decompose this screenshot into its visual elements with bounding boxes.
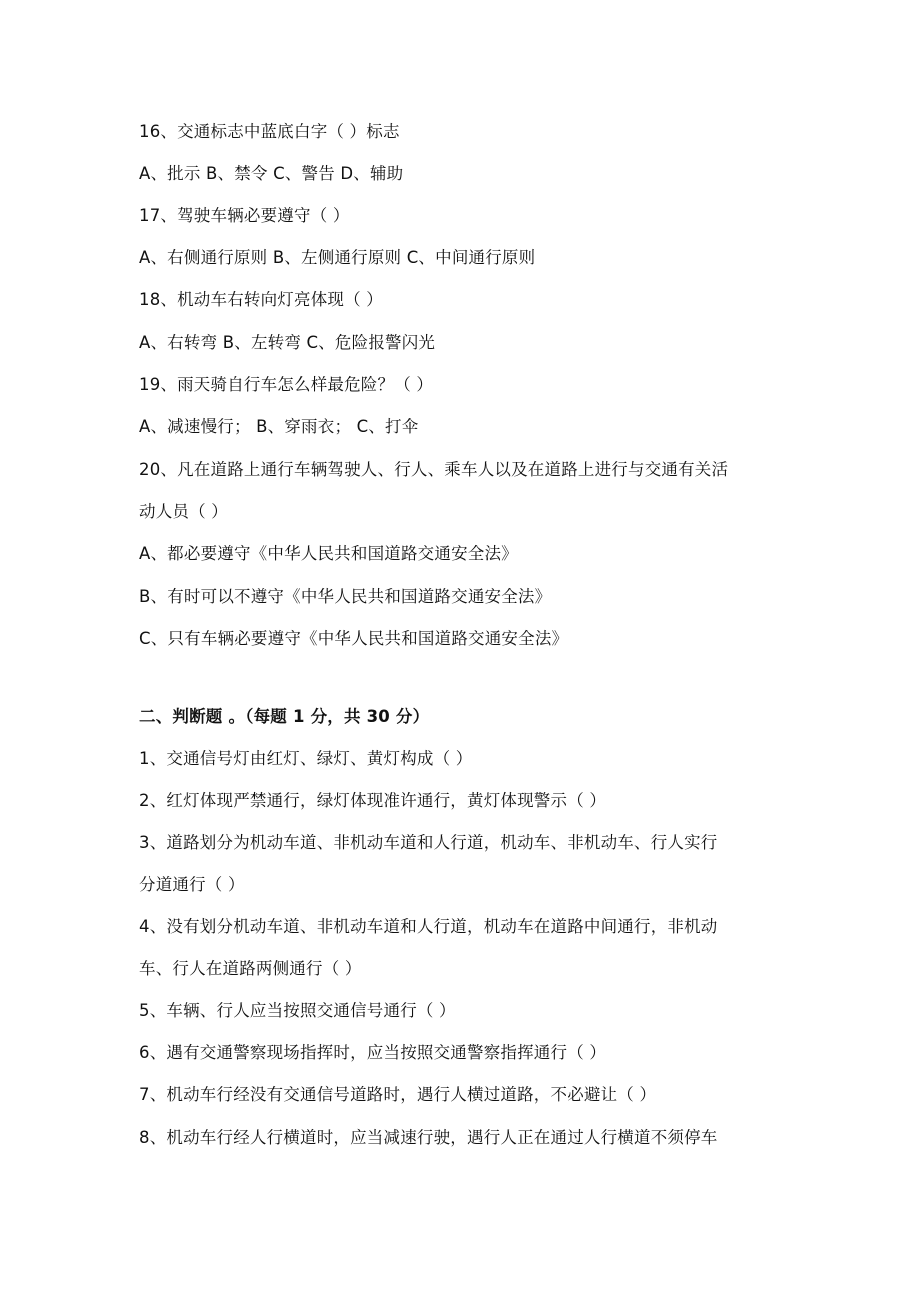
question-20-prompt-line2: 动人员（ ） — [139, 502, 228, 521]
question-20-option-a: A、都必要遵守《中华人民共和国道路交通安全法》 — [139, 544, 518, 563]
judgement-4-line1: 4、没有划分机动车道、非机动车道和人行道，机动车在道路中间通行，非机动 — [139, 917, 718, 936]
judgement-2: 2、红灯体现严禁通行，绿灯体现准许通行，黄灯体现警示（ ） — [139, 791, 607, 810]
question-17-prompt: 17、驾驶车辆必要遵守（ ） — [139, 206, 350, 225]
judgement-1: 1、交通信号灯由红灯、绿灯、黄灯构成（ ） — [139, 749, 473, 768]
question-16-prompt: 16、交通标志中蓝底白字（ ）标志 — [139, 122, 400, 141]
question-17-options: A、右侧通行原则 B、左侧通行原则 C、中间通行原则 — [139, 248, 536, 267]
question-16-options: A、批示 B、禁令 C、警告 D、辅助 — [139, 164, 404, 183]
judgement-7: 7、机动车行经没有交通信号道路时，遇行人横过道路，不必避让（ ） — [139, 1085, 657, 1104]
judgement-4-line2: 车、行人在道路两侧通行（ ） — [139, 959, 362, 978]
question-20-option-b: B、有时可以不遵守《中华人民共和国道路交通安全法》 — [139, 587, 552, 606]
question-20-option-c: C、只有车辆必要遵守《中华人民共和国道路交通安全法》 — [139, 629, 569, 648]
question-19-options: A、减速慢行； B、穿雨衣； C、打伞 — [139, 417, 419, 436]
judgement-5: 5、车辆、行人应当按照交通信号通行（ ） — [139, 1001, 456, 1020]
judgement-8-line1: 8、机动车行经人行横道时，应当减速行驶，遇行人正在通过人行横道不须停车 — [139, 1128, 718, 1147]
question-19-prompt: 19、雨天骑自行车怎么样最危险？（ ） — [139, 375, 434, 394]
section-2-title: 二、判断题 。（每题 1 分，共 30 分） — [139, 707, 430, 726]
question-18-options: A、右转弯 B、左转弯 C、危险报警闪光 — [139, 333, 436, 352]
question-18-prompt: 18、机动车右转向灯亮体现（ ） — [139, 290, 383, 309]
judgement-3-line2: 分道通行（ ） — [139, 875, 245, 894]
judgement-6: 6、遇有交通警察现场指挥时，应当按照交通警察指挥通行（ ） — [139, 1043, 607, 1062]
judgement-3-line1: 3、道路划分为机动车道、非机动车道和人行道，机动车、非机动车、行人实行 — [139, 833, 718, 852]
question-20-prompt-line1: 20、凡在道路上通行车辆驾驶人、行人、乘车人以及在道路上进行与交通有关活 — [139, 460, 729, 479]
